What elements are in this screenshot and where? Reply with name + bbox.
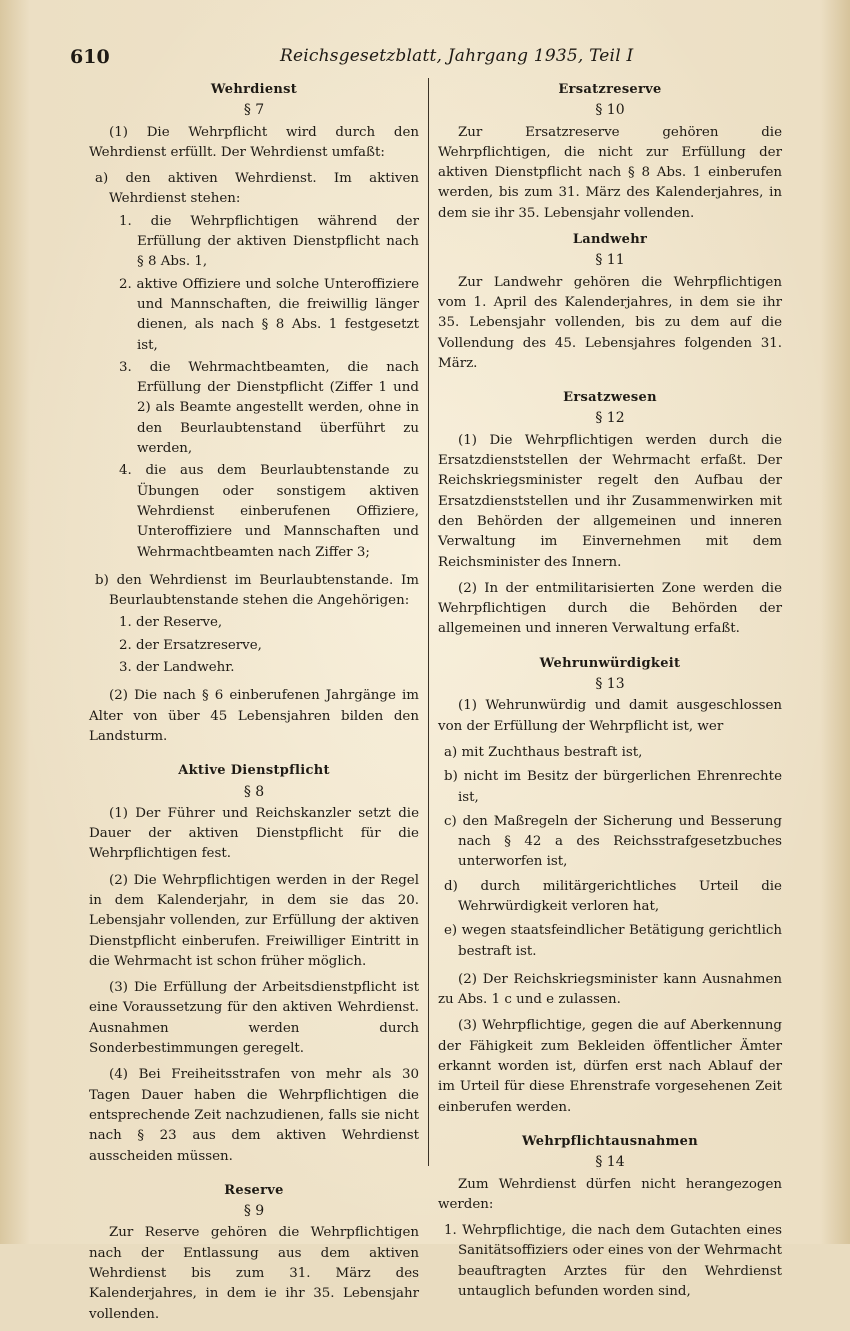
list-item: d) durch militärgerichtliches Urteil die Wehrwürdigkeit verloren hat, <box>444 878 782 914</box>
paragraph: Zur Reserve gehören die Wehrpflichtigen nach der Entlassung aus dem aktiven Wehrdienst bis zum 31. März des Kalenderjahres, in dem ie ihr 35. Lebensjahr vollenden. <box>89 1225 419 1322</box>
list-item: a) mit Zuchthaus bestraft ist, <box>444 744 643 760</box>
section-8 <box>89 761 419 1167</box>
left-column <box>89 80 419 1331</box>
section-number: § 13 <box>595 676 625 693</box>
paragraph: (2) In der entmilitarisierten Zone werden die Wehrpflichtigen durch die Behörden der allgemeinen und inneren Verwaltung erfaßt. <box>438 580 782 637</box>
list-item: 3. die Wehrmachtbeamten, die nach Erfüllung der Dienstpflicht (Ziffer 1 und 2) als Beamte angestellt werden, ohne in den Beurlaubtenstand überführt zu werden, <box>119 359 419 457</box>
list-item: a) den aktiven Wehrdienst. Im aktiven Wehrdienst stehen: <box>95 171 419 207</box>
paragraph: (3) Die Erfüllung der Arbeitsdienstpflicht ist eine Voraussetzung für den aktiven Wehrdienst. Ausnahmen werden durch Sonderbestimmungen geregelt. <box>89 980 419 1057</box>
section-9 <box>89 1181 419 1325</box>
section-heading: Wehrunwürdigkeit <box>539 655 681 671</box>
section-number: § 14 <box>595 1154 625 1171</box>
section-11 <box>438 230 782 374</box>
list-item: b) den Wehrdienst im Beurlaubtenstande. Im Beurlaubtenstande stehen die Angehörigen: <box>95 572 419 609</box>
paragraph: Zur Landwehr gehören die Wehrpflichtigen vom 1. April des Kalenderjahres, in dem sie ihr 35. Lebensjahr vollenden, bis zu dem auf die Vollendung des 45. Lebensjahres folgenden 31. März. <box>438 274 782 371</box>
list-item: e) wegen staatsfeindlicher Betätigung gerichtlich bestraft ist. <box>444 923 782 959</box>
paragraph: (1) Die Wehrpflichtigen werden durch die Ersatzdienststellen der Wehrmacht erfaßt. Der Reichskriegsminister regelt den Aufbau der Ersatzdienststellen und ihr Zusammenwirken mit den Behörden der allgemeinen und inneren Verwaltung im Einvernehmen mit dem Reichsminister des Innern. <box>438 432 782 570</box>
section-heading: Aktive Dienstpflicht <box>178 763 330 779</box>
section-number: § 7 <box>243 102 265 119</box>
section-heading: Wehrpflichtausnahmen <box>521 1133 699 1149</box>
paragraph: (1) Der Führer und Reichskanzler setzt die Dauer der aktiven Dienstpflicht für die Wehrpflichtigen fest. <box>89 805 419 862</box>
paragraph: Zur Ersatzreserve gehören die Wehrpflichtigen, die nicht zur Erfüllung der aktiven Dienstpflicht nach § 8 Abs. 1 einberufen werden, bis zum 31. März des Kalenderjahres, in dem sie ihr 35. Lebensjahr vollenden. <box>438 124 782 221</box>
section-14 <box>438 1132 782 1302</box>
section-number: § 8 <box>243 783 265 800</box>
column-divider <box>428 78 429 1166</box>
section-number: § 10 <box>595 102 625 119</box>
list-item: 2. der Ersatzreserve, <box>119 637 262 653</box>
list-item: 4. die aus dem Beurlaubtenstande zu Übungen oder sonstigem aktiven Wehrdienst einberufenen Offiziere, Unteroffiziere und Mannschaften und Wehrmachtbeamten nach Ziffer 3; <box>119 463 419 560</box>
paragraph: Zum Wehrdienst dürfen nicht herangezogen werden: <box>438 1176 782 1212</box>
page-header <box>70 46 790 74</box>
list-item: 1. die Wehrpflichtigen während der Erfüllung der aktiven Dienstpflicht nach § 8 Abs. 1, <box>119 213 419 270</box>
right-column <box>438 80 782 1304</box>
paragraph: (1) Die Wehrpflicht wird durch den Wehrdienst erfüllt. Der Wehrdienst umfaßt: <box>89 124 419 160</box>
section-7 <box>89 80 419 747</box>
paragraph: (2) Die Wehrpflichtigen werden in der Regel in dem Kalenderjahr, in dem sie das 20. Lebensjahr vollenden, zur Erfüllung der aktiven Dienstpflicht einberufen. Freiwilliger Eintritt in die Wehrmacht ist schon früher möglich. <box>89 872 419 969</box>
section-heading: Ersatzwesen <box>563 390 657 406</box>
list-item: 3. der Landwehr. <box>119 660 235 676</box>
section-heading: Reserve <box>224 1182 284 1198</box>
section-13 <box>438 654 782 1118</box>
paragraph: (2) Die nach § 6 einberufenen Jahrgänge im Alter von über 45 Lebensjahren bilden den Landsturm. <box>89 688 419 744</box>
list-item: b) nicht im Besitz der bürgerlichen Ehrenrechte ist, <box>444 769 782 805</box>
section-10 <box>438 80 782 224</box>
list-item: 2. aktive Offiziere und solche Unteroffiziere und Mannschaften, die freiwillig länger dienen, als nach § 8 Abs. 1 festgesetzt ist, <box>119 276 419 353</box>
list-item: c) den Maßregeln der Sicherung und Besserung nach § 42 a des Reichsstrafgesetzbuches unterworfen ist, <box>444 813 782 870</box>
page-number: 610 <box>70 46 110 68</box>
list-item: 1. der Reserve, <box>119 615 223 631</box>
paragraph: (3) Wehrpflichtige, gegen die auf Aberkennung der Fähigkeit zum Bekleiden öffentlicher Ämter erkannt worden ist, dürfen erst nach Ablauf der im Urteil für diese Ehrenstrafe vorgesehenen Zeit einberufen werden. <box>438 1018 782 1115</box>
paragraph: (4) Bei Freiheitsstrafen von mehr als 30 Tagen Dauer haben die Wehrpflichtigen die entsprechende Zeit nachzudienen, falls sie nicht nach § 23 aus dem aktiven Wehrdienst ausscheiden müssen. <box>89 1067 419 1164</box>
section-heading: Wehrdienst <box>210 82 298 97</box>
paragraph: (2) Der Reichskriegsminister kann Ausnahmen zu Abs. 1 c und e zulassen. <box>438 971 782 1008</box>
list-item: 1. Wehrpflichtige, die nach dem Gutachten eines Sanitätsoffiziers oder eines von der Wehrmacht beauftragten Arztes für den Wehrdienst untauglich befunden worden sind, <box>444 1223 782 1300</box>
section-number: § 9 <box>243 1203 265 1220</box>
section-number: § 11 <box>595 252 625 269</box>
section-heading: Landwehr <box>572 232 648 248</box>
section-number: § 12 <box>595 410 625 427</box>
section-12 <box>438 388 782 640</box>
paragraph: (1) Wehrunwürdig und damit ausgeschlossen von der Erfüllung der Wehrpflicht ist, wer <box>438 698 782 734</box>
running-title: Reichsgesetzblatt, Jahrgang 1935, Teil I <box>280 46 634 66</box>
section-heading: Ersatzreserve <box>558 82 662 97</box>
